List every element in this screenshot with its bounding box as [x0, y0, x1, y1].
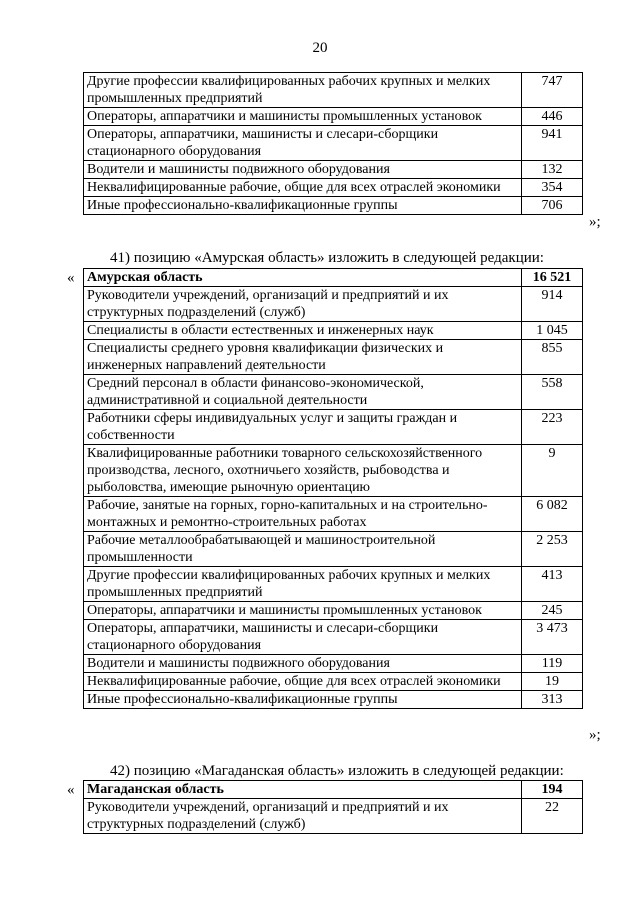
table-row: [84, 567, 583, 602]
paragraph-41: 41) позицию «Амурская область» изложить в следующей редакции:: [110, 250, 544, 266]
magadan-region-table: [83, 780, 583, 834]
region-name: Амурская область: [84, 269, 522, 287]
row-label: Операторы, аппаратчики и машинисты промышленных установок: [84, 108, 522, 126]
opening-quote: «: [67, 782, 75, 798]
row-value: 223: [522, 410, 583, 445]
row-value: 313: [522, 691, 583, 709]
row-label: Операторы, аппаратчики, машинисты и слесари-сборщики стационарного оборудования: [84, 620, 522, 655]
row-label: Другие профессии квалифицированных рабочих крупных и мелких промышленных предприятий: [84, 567, 522, 602]
row-value: 413: [522, 567, 583, 602]
row-label: Руководители учреждений, организаций и предприятий и их структурных подразделений (служб): [84, 799, 522, 834]
table-row: [84, 691, 583, 709]
closing-quote: »;: [589, 727, 601, 743]
row-value: 914: [522, 287, 583, 322]
paragraph-42: 42) позицию «Магаданская область» изложить в следующей редакции:: [110, 763, 564, 779]
table-row: [84, 73, 583, 108]
row-value: 354: [522, 179, 583, 197]
table-row: [84, 602, 583, 620]
row-value: 706: [522, 197, 583, 215]
table-row: [84, 161, 583, 179]
row-label: Рабочие, занятые на горных, горно-капитальных и на строительно-монтажных и ремонтно-строительных работах: [84, 497, 522, 532]
table-row: [84, 322, 583, 340]
row-label: Руководители учреждений, организаций и предприятий и их структурных подразделений (служб): [84, 287, 522, 322]
row-label: Иные профессионально-квалификационные группы: [84, 691, 522, 709]
row-label: Водители и машинисты подвижного оборудования: [84, 161, 522, 179]
table-row: [84, 799, 583, 834]
row-value: 747: [522, 73, 583, 108]
table-header-row: [84, 781, 583, 799]
row-value: 1 045: [522, 322, 583, 340]
amur-region-table: [83, 268, 583, 709]
row-label: Иные профессионально-квалификационные группы: [84, 197, 522, 215]
row-label: Квалифицированные работники товарного сельскохозяйственного производства, лесного, охотничьего хозяйств, рыбоводства и рыболовства, имеющие рыночную ориентацию: [84, 445, 522, 497]
row-value: 22: [522, 799, 583, 834]
row-value: 558: [522, 375, 583, 410]
table-row: [84, 532, 583, 567]
row-value: 2 253: [522, 532, 583, 567]
row-value: 6 082: [522, 497, 583, 532]
occupation-table-continued: [83, 72, 583, 215]
row-label: Неквалифицированные рабочие, общие для всех отраслей экономики: [84, 673, 522, 691]
table-row: [84, 445, 583, 497]
row-label: Работники сферы индивидуальных услуг и защиты граждан и собственности: [84, 410, 522, 445]
table-row: [84, 287, 583, 322]
closing-quote: »;: [589, 214, 601, 230]
table-row: [84, 179, 583, 197]
region-name: Магаданская область: [84, 781, 522, 799]
table-row: [84, 655, 583, 673]
row-label: Водители и машинисты подвижного оборудования: [84, 655, 522, 673]
region-total: 194: [522, 781, 583, 799]
table-row: [84, 375, 583, 410]
table-row: [84, 497, 583, 532]
row-label: Другие профессии квалифицированных рабочих крупных и мелких промышленных предприятий: [84, 73, 522, 108]
table-row: [84, 340, 583, 375]
table-row: [84, 410, 583, 445]
row-label: Средний персонал в области финансово-экономической, административной и социальной деятельности: [84, 375, 522, 410]
row-label: Неквалифицированные рабочие, общие для всех отраслей экономики: [84, 179, 522, 197]
table-row: [84, 197, 583, 215]
row-value: 19: [522, 673, 583, 691]
row-value: 9: [522, 445, 583, 497]
page-number: 20: [312, 40, 328, 56]
row-value: 855: [522, 340, 583, 375]
row-label: Операторы, аппаратчики и машинисты промышленных установок: [84, 602, 522, 620]
row-label: Рабочие металлообрабатывающей и машиностроительной промышленности: [84, 532, 522, 567]
row-value: 245: [522, 602, 583, 620]
row-label: Специалисты в области естественных и инженерных наук: [84, 322, 522, 340]
opening-quote: «: [67, 270, 75, 286]
table-row: [84, 620, 583, 655]
table-row: [84, 126, 583, 161]
row-value: 3 473: [522, 620, 583, 655]
table-header-row: [84, 269, 583, 287]
row-value: 132: [522, 161, 583, 179]
table-row: [84, 108, 583, 126]
row-label: Операторы, аппаратчики, машинисты и слесари-сборщики стационарного оборудования: [84, 126, 522, 161]
row-value: 119: [522, 655, 583, 673]
row-label: Специалисты среднего уровня квалификации физических и инженерных направлений деятельности: [84, 340, 522, 375]
region-total: 16 521: [522, 269, 583, 287]
row-value: 941: [522, 126, 583, 161]
row-value: 446: [522, 108, 583, 126]
table-row: [84, 673, 583, 691]
